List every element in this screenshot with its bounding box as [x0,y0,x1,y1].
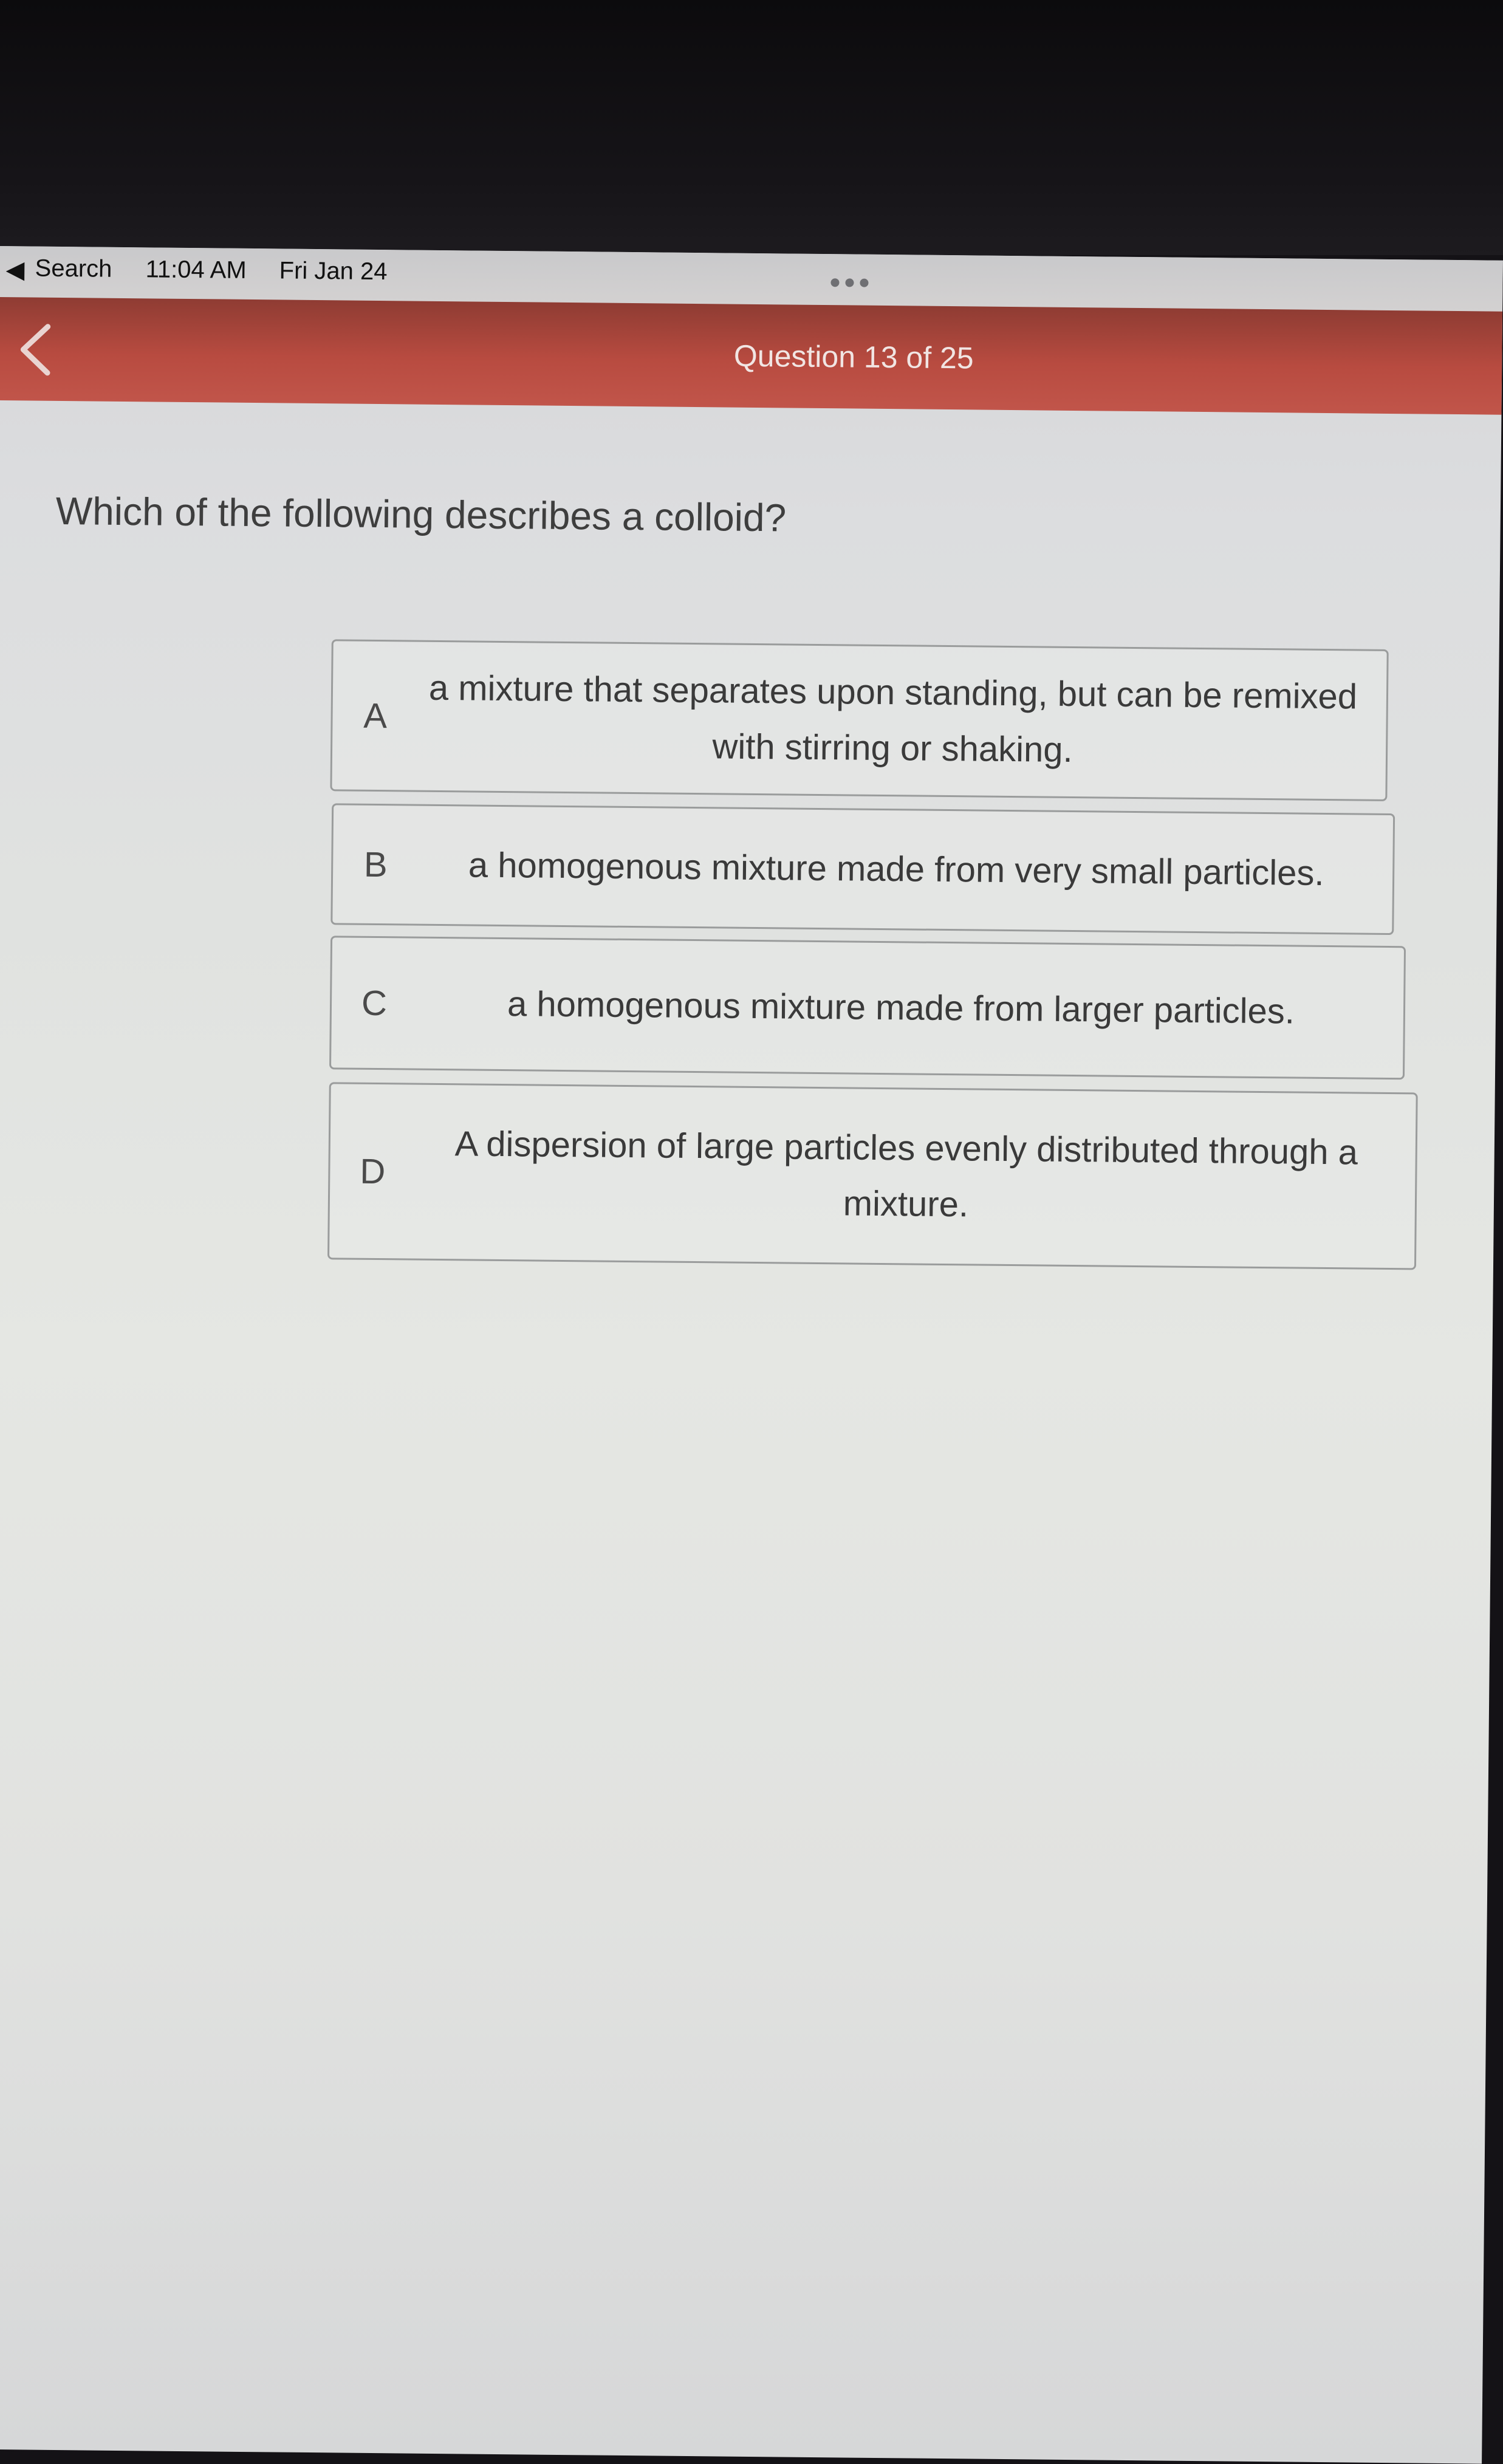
option-letter: B [363,844,388,885]
back-to-search-arrow-icon[interactable]: ◀ [5,256,25,284]
option-letter: A [363,696,388,736]
option-text: a mixture that separates upon standing, but can be remixed with stirring or shaking. [428,668,1358,770]
answer-option-a[interactable] [330,639,1388,801]
app-screen [0,246,1503,2464]
status-time: 11:04 AM [145,256,247,284]
option-text: A dispersion of large particles evenly distributed through a mixture. [454,1124,1358,1225]
answer-option-c[interactable] [329,936,1406,1080]
back-to-search-link[interactable]: Search [35,255,112,282]
answer-option-b[interactable] [330,803,1395,935]
question-counter: Question 13 of 25 [733,338,974,375]
option-text: a homogenous mixture made from very small particles. [468,845,1324,893]
question-text: Which of the following describes a colloid? [55,488,787,540]
multitasking-dots-icon[interactable] [830,278,868,287]
option-letter: D [360,1151,386,1191]
option-text: a homogenous mixture made from larger particles. [507,984,1295,1032]
option-letter: C [361,983,388,1023]
status-date: Fri Jan 24 [279,257,388,286]
answer-option-d[interactable] [327,1082,1418,1270]
quiz-header [0,297,1502,415]
device-bezel-background [0,0,1503,255]
